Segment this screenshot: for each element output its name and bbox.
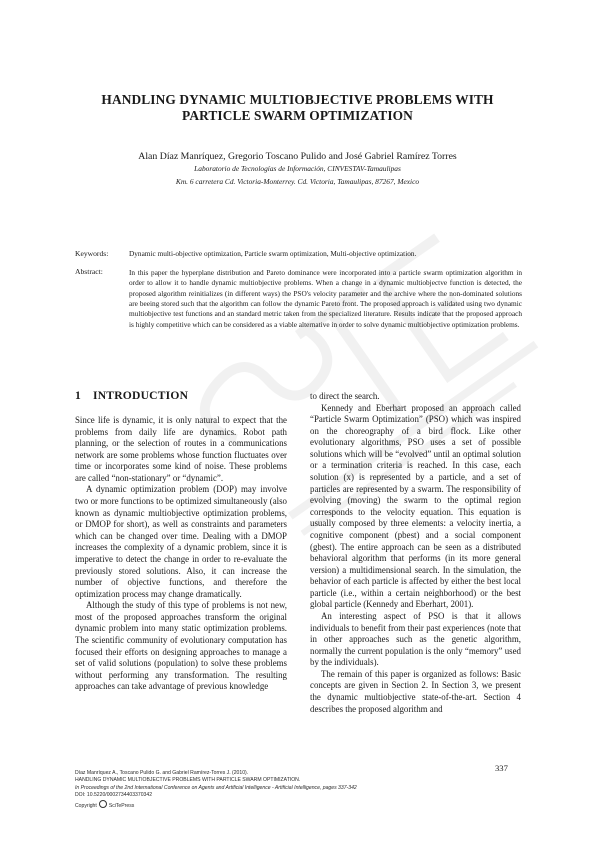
section-heading (75, 389, 188, 402)
paragraph: Since life is dynamic, it is only natural to expect that the problems from daily life are dynamics. Robot path planning, or the selection of routes in a communications network are some problems whose function fluctuates over time or incorporates some kind of noise. These problems are called “non-stationary” or “dynamic”. (75, 415, 287, 483)
affiliation-line-1: Laboratorio de Tecnologías de Información, CINVESTAV-Tamaulipas (194, 164, 401, 173)
footer-doi: DOI: 10.5220/0002734403370342 (75, 792, 153, 799)
keywords-text: Dynamic multi-objective optimization, Particle swarm optimization, Multi-objective optimization. (129, 249, 417, 258)
keywords-label: Keywords: (75, 249, 109, 258)
title-line-1: HANDLING DYNAMIC MULTIOBJECTIVE PROBLEMS WITH (101, 92, 494, 107)
footer-title: HANDLING DYNAMIC MULTIOBJECTIVE PROBLEMS WITH PARTICLE SWARM OPTIMIZATION. (75, 777, 301, 784)
copyright-label: Copyright (75, 802, 97, 809)
right-column (310, 391, 521, 715)
section-title: INTRODUCTION (93, 389, 189, 402)
paragraph: The remain of this paper is organized as follows: Basic concepts are given in Section 2. In Section 3, we present the dynamic multiobjective state-of-the-art. Section 4 describes the proposed algorithm and (310, 668, 521, 714)
footer-citation: Díaz Manríquez A., Toscano Pulido G. and Gabriel Ramírez-Torres J. (2010). (75, 770, 249, 776)
page-number: 337 (495, 763, 508, 773)
publisher-name: SciTePress (108, 802, 135, 809)
title-line-2: PARTICLE SWARM OPTIMIZATION (182, 108, 413, 123)
paragraph: An interesting aspect of PSO is that it allows individuals to benefit from their past experiences (note that in other approaches such as the genetic algorithm, normally the current population is the only “memory” used by the individuals). (310, 610, 521, 668)
authors: Alan Díaz Manríquez, Gregorio Toscano Pulido and José Gabriel Ramírez Torres (138, 151, 457, 162)
paragraph: A dynamic optimization problem (DOP) may involve two or more functions to be optimized simultaneously (also known as dynamic multiobjective optimization problems, or DMOP for short), as well as constraints and parameters which can be changed over time. Dealing with a DMOP increases the complexity of a dynamic problem, since it is imperative to detect the change in order to re-evaluate the previously stored solutions. Also, it can increase the number of objective functions, and therefore the optimization process may change dramatically. (75, 484, 287, 599)
citation-footer (75, 770, 515, 810)
footer-proceedings: In Proceedings of the 2nd International Conference on Agents and Artificial Intelligence - Artificial Intelligence, pages 337-342 (75, 784, 357, 791)
paragraph: to direct the search. (310, 391, 380, 401)
paragraph: Kennedy and Eberhart proposed an approach called “Particle Swarm Optimization” (PSO) which was inspired on the choreography of a bird flock. Like other evolutionary algorithms, PSO uses a set of possible solutions which will be “evolved” until an optimal solution or a termination criteria is reached. In this case, each solution (x) is represented by a particle, and a set of particles are represented by a swarm. The responsibility of evolving (moving) the swarm to the optimal region corresponds to the velocity equation. This equation is usually composed by three elements: a velocity inertia, a cognitive component (pbest) and a social component (gbest). The entire approach can be seen as a distributed behavioral algorithm that performs (in its more general version) a multidimensional search. In the simulation, the behavior of each particle is affected by either the best local particle (i.e., within a certain neighborhood) or the best global particle (Kennedy and Eberhart, 2001). (310, 402, 521, 610)
footer-copyright (75, 800, 515, 810)
affiliation-line-2: Km. 6 carretera Cd. Victoria-Monterrey. Cd. Victoria, Tamaulipas, 87267, Mexico (175, 177, 420, 186)
left-column (75, 415, 287, 693)
copyright-icon (99, 800, 107, 808)
abstract-text: In this paper the hyperplane distribution and Pareto dominance were incorporated into a particle swarm optimization algorithm in order to allow it to handle dynamic multiobjective problems. When a change in a dynamic multiobjectve function is detected, the proposed algorithm reinitializes (in different ways) the PSO's velocity parameter and the archive where the non-dominated solutions are beeing stored such that the algorithm can follow the dynamic Pareto front. The proposed approach is validated using two dynamic multiobjective test functions and an standard metric taken from the specialized literature. Results indicate that the proposed approach is highly competitive which can be considered as a viable alternative in order to solve dynamic multiobjective optimization problems. (129, 268, 522, 329)
paragraph: Although the study of this type of problems is not new, most of the proposed approaches transform the original dynamic problem into many static optimization problems. The scientific community of evolutionary computation has focused their efforts on designing approaches to manage a set of valid solutions (population) to solve these problems without performing any transformation. The resulting approaches can take advantage of previous knowledge (75, 600, 287, 692)
abstract-label: Abstract: (75, 267, 103, 276)
section-number: 1 (75, 389, 81, 402)
paper-title (60, 92, 535, 124)
